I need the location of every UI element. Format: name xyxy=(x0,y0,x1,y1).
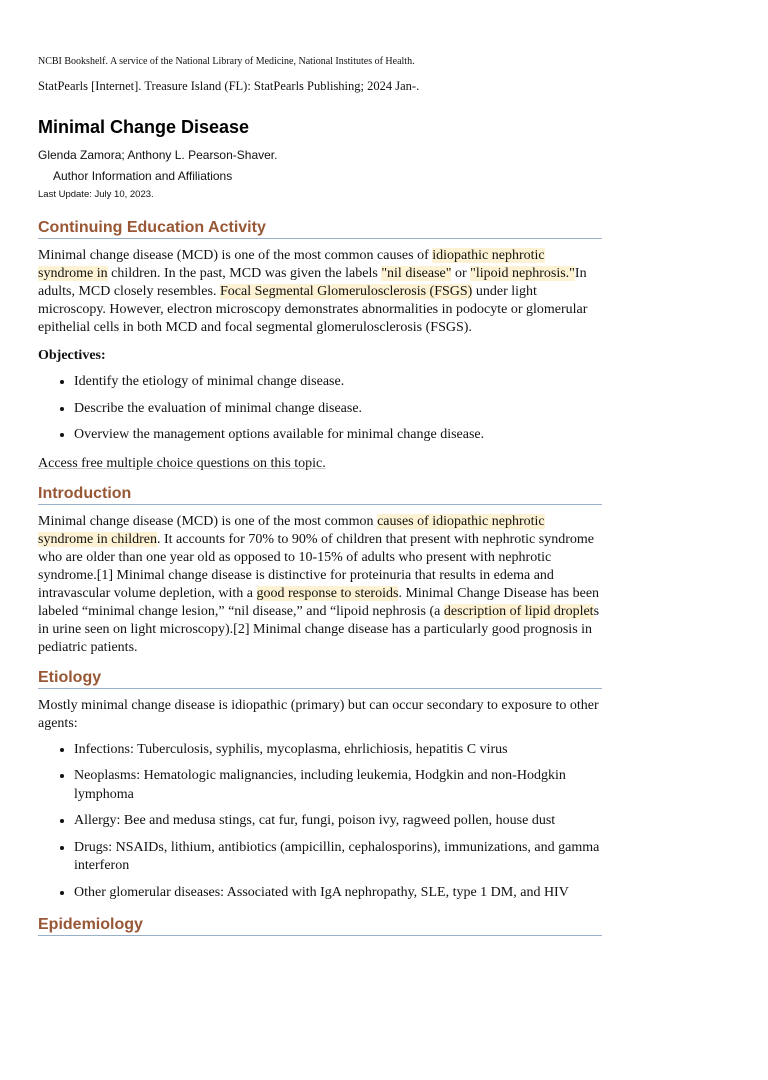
text-run: under light microscopy. However, electron microscopy demonstrates abnormalities in podocyte or glomerular epithelial cells in both MCD and focal segmental glomerulosclerosis (FSGS). xyxy=(38,284,588,335)
section-heading-cea: Continuing Education Activity xyxy=(38,219,602,239)
section-heading-epidemiology: Epidemiology xyxy=(38,916,602,936)
last-update: Last Update: July 10, 2023. xyxy=(38,189,154,200)
highlight: Focal Segmental Glomerulosclerosis (FSGS) xyxy=(219,284,473,299)
section-heading-introduction: Introduction xyxy=(38,485,602,505)
author-info-link[interactable]: Author Information and Affiliations xyxy=(53,169,233,183)
highlight: "lipoid nephrosis." xyxy=(470,266,575,281)
list-item: • Drugs: NSAIDs, lithium, antibiotics (ampicillin, cephalosporins), immunizations, and gamma interferon xyxy=(74,839,602,876)
text-run: or xyxy=(451,266,471,281)
document-page xyxy=(0,56,602,936)
list-item: • Infections: Tuberculosis, syphilis, mycoplasma, ehrlichiosis, hepatitis C virus xyxy=(74,741,602,760)
text-run: . Minimal Change Disease has been labeled “minimal change lesion,” “nil disease,” and “lipoid nephrosis (a xyxy=(38,585,600,619)
list-item: • Allergy: Bee and medusa stings, cat fur, fungi, poison ivy, ragweed pollen, house dust xyxy=(74,812,602,831)
highlight: good response to steroids xyxy=(256,585,399,601)
etiology-intro: Mostly minimal change disease is idiopathic (primary) but can occur secondary to exposure to other agents: xyxy=(38,697,599,731)
highlight: causes of idiopathic nephrotic syndrome in children xyxy=(38,513,545,547)
objectives-label: Objectives: xyxy=(38,348,106,363)
text-run: Minimal change disease (MCD) is one of the most common causes of xyxy=(38,248,433,263)
highlight: "nil disease" xyxy=(381,266,452,281)
section-heading-etiology: Etiology xyxy=(38,669,602,689)
authors[interactable]: Glenda Zamora; Anthony L. Pearson-Shaver. xyxy=(38,148,278,162)
text-run: s in urine seen on light microscopy).[2] Minimal change disease has a particularly good prognosis in pediatric patients. xyxy=(38,603,600,655)
text-run: Minimal change disease (MCD) is one of the most common xyxy=(38,513,378,529)
citation-line: StatPearls [Internet]. Treasure Island (FL): StatPearls Publishing; 2024 Jan-. xyxy=(38,79,420,93)
objectives-list xyxy=(38,373,602,445)
article-title: Minimal Change Disease xyxy=(38,117,250,137)
list-item: • Other glomerular diseases: Associated with IgA nephropathy, SLE, type 1 DM, and HIV xyxy=(74,884,602,903)
text-run: . It accounts for 70% to 90% of children that present with nephrotic syndrome who are older than one year old as opposed to 10-15% of adults who present with nephrotic syndrome.[1] Minimal change disease is distinctive for proteinuria that results in edema and intravascular volume depletion, with a xyxy=(38,531,594,601)
highlight: description of lipid droplet xyxy=(443,603,594,619)
intro-paragraph xyxy=(38,513,602,657)
text-run: In adults, MCD closely resembles. xyxy=(38,266,587,299)
mcq-access-link[interactable]: Access free multiple choice questions on this topic. xyxy=(38,455,326,471)
cea-paragraph xyxy=(38,247,602,337)
list-item: • Neoplasms: Hematologic malignancies, including leukemia, Hodgkin and non-Hodgkin lymphoma xyxy=(74,767,602,804)
text-run: children. In the past, MCD was given the labels xyxy=(107,266,382,281)
ncbi-bookshelf-line: NCBI Bookshelf. A service of the National Library of Medicine, National Institutes of Health. xyxy=(38,56,415,67)
list-item: • Identify the etiology of minimal change disease. xyxy=(74,373,602,392)
list-item: • Describe the evaluation of minimal change disease. xyxy=(74,400,602,419)
etiology-list xyxy=(38,741,602,903)
highlight: idiopathic nephrotic syndrome in xyxy=(38,248,545,281)
list-item: • Overview the management options available for minimal change disease. xyxy=(74,426,602,445)
